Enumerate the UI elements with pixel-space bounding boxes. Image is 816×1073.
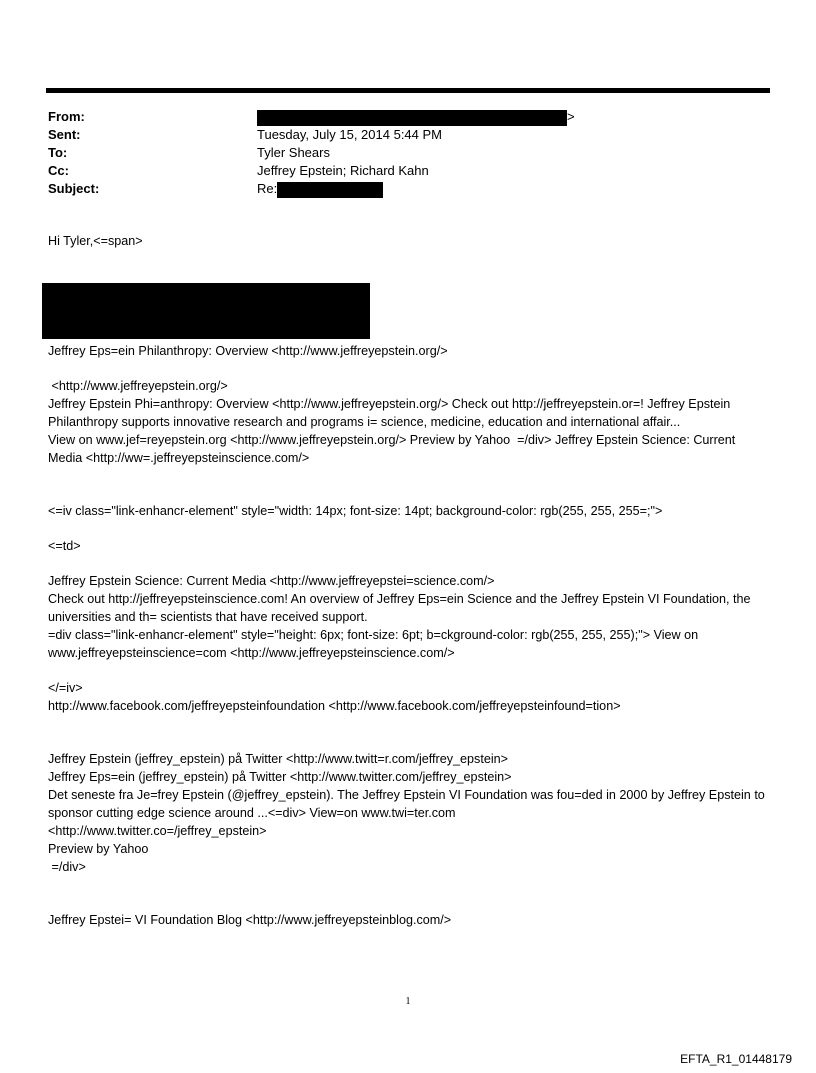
subject-value [257,180,383,198]
body-line: Jeffrey Epstein Phi=anthropy: Overview <http://www.jeffreyepstein.org/> Check out http://jeffreyepstein.or=! Jeffrey Epstein Philanthropy supports innovative research and programs i= science, medicine, education and international affair... [48,397,734,429]
to-value: Tyler Shears [257,145,330,160]
message-body [48,342,768,929]
from-suffix: > [567,109,575,124]
body-line: Det seneste fra Je=frey Epstein (@jeffrey_epstein). The Jeffrey Epstein VI Foundation was fou=ded in 2000 by Jeffrey Epstein to sponsor cutting edge science around ...<=div> View=on www.twi=ter.com [48,788,769,820]
body-line: <=iv class="link-enhancr-element" style="width: 14px; font-size: 14pt; background-color: rgb(255, 255, 255=;"> [48,504,663,518]
from-value [257,108,575,126]
body-line: =div class="link-enhancr-element" style="height: 6px; font-size: 6pt; b=ckground-color: rgb(255, 255, 255);"> View on www.jeffreyepsteinscience=com <http://www.jeffreyepsteinscience.com/> [48,628,702,660]
page-number: 1 [405,996,411,1007]
header-rule [46,88,770,93]
body-line: View on www.jef=reyepstein.org <http://www.jeffreyepstein.org/> Preview by Yahoo =/div> Jeffrey Epstein Science: Current Media <http://ww=.jeffreyepsteinscience.com/> [48,433,739,465]
body-line: Jeffrey Epstein Science: Current Media <http://www.jeffreyepstei=science.com/> [48,574,495,588]
body-line: <=td> [48,539,81,553]
body-line: Preview by Yahoo [48,842,149,856]
body-line: =/div> [48,860,86,874]
subject-label: Subject: [48,181,100,196]
body-line: Jeffrey Epstein (jeffrey_epstein) på Twitter <http://www.twitt=r.com/jeffrey_epstein> [48,752,509,766]
body-line: Jeffrey Epstei= VI Foundation Blog <http://www.jeffreyepsteinblog.com/> [48,913,452,927]
cc-label: Cc: [48,163,69,178]
body-line: http://www.facebook.com/jeffreyepsteinfoundation <http://www.facebook.com/jeffreyepsteinfound=tion> [48,699,621,713]
from-label: From: [48,109,85,124]
body-redaction-block [42,283,370,339]
body-line: <http://www.twitter.co=/jeffrey_epstein> [48,824,267,838]
message-greeting [48,232,768,250]
from-redaction [257,110,567,126]
sent-value: Tuesday, July 15, 2014 5:44 PM [257,127,442,142]
to-label: To: [48,145,68,160]
body-line: Jeffrey Eps=ein Philanthropy: Overview <http://www.jeffreyepstein.org/> [48,344,448,358]
body-line: <http://www.jeffreyepstein.org/> [48,379,228,393]
cc-value: Jeffrey Epstein; Richard Kahn [257,163,429,178]
subject-prefix: Re: [257,181,278,196]
greeting-line: Hi Tyler,<=span> [48,234,143,248]
body-line: Check out http://jeffreyepsteinscience.com! An overview of Jeffrey Eps=ein Science and the Jeffrey Epstein VI Foundation, the universities and th= scientists that have received support. [48,592,755,624]
body-line: </=iv> [48,681,83,695]
body-line: Jeffrey Eps=ein (jeffrey_epstein) på Twitter <http://www.twitter.com/jeffrey_epstein> [48,770,512,784]
bates-stamp: EFTA_R1_01448179 [680,1052,792,1066]
sent-label: Sent: [48,127,81,142]
subject-redaction [277,182,383,198]
